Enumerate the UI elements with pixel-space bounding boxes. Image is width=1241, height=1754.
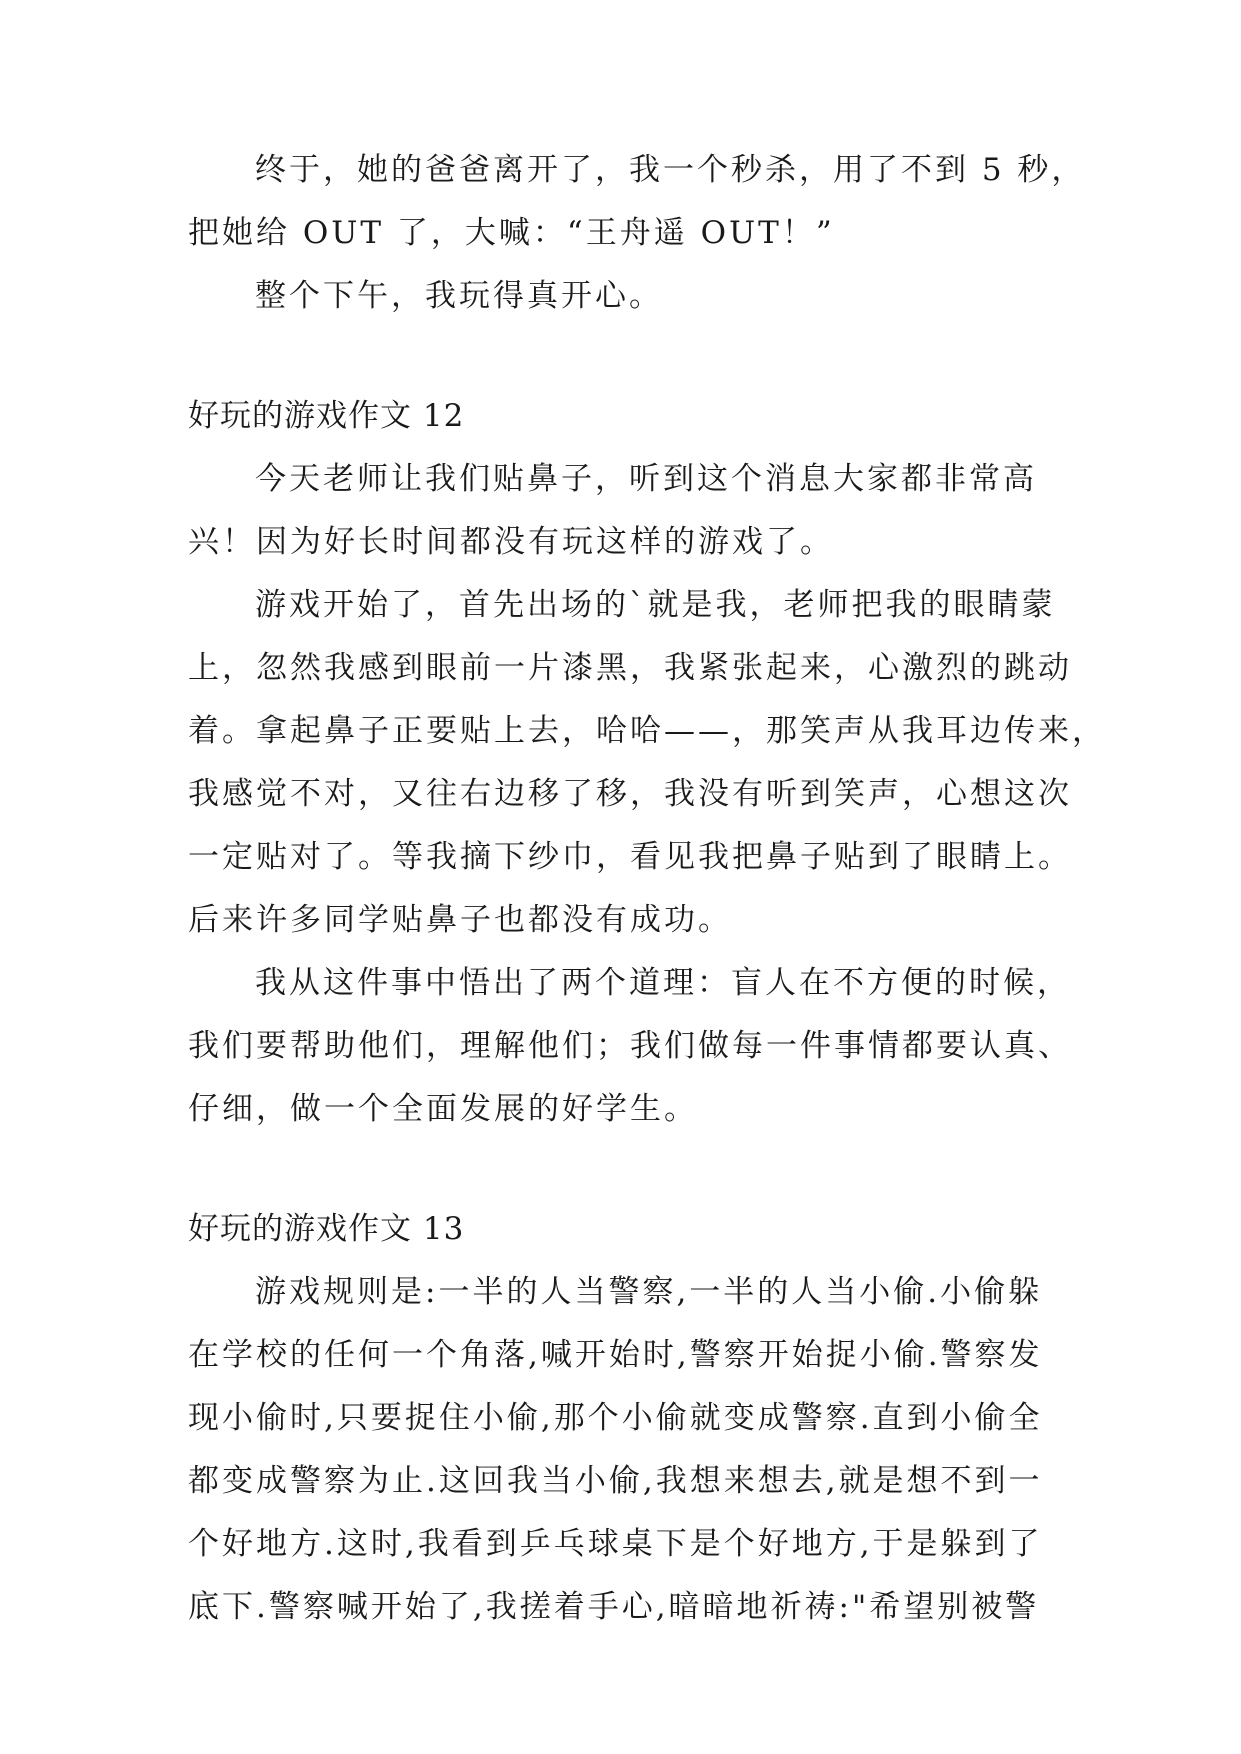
paragraph-line: 我们要帮助他们，理解他们；我们做每一件事情都要认真、 bbox=[188, 1028, 1072, 1064]
paragraph-line: 终于，她的爸爸离开了，我一个秒杀，用了不到 5 秒， bbox=[255, 152, 1086, 188]
paragraph-line: 个好地方.这时,我看到乒乓球桌下是个好地方,于是躲到了 bbox=[188, 1526, 1043, 1562]
paragraph-line: 兴！因为好长时间都没有玩这样的游戏了。 bbox=[188, 524, 834, 560]
paragraph-line: 游戏规则是:一半的人当警察,一半的人当小偷.小偷躲 bbox=[255, 1274, 1043, 1310]
paragraph-line: 都变成警察为止.这回我当小偷,我想来想去,就是想不到一 bbox=[188, 1463, 1043, 1499]
paragraph-line: 游戏开始了，首先出场的`就是我，老师把我的眼睛蒙 bbox=[255, 587, 1056, 623]
section-heading: 好玩的游戏作文 13 bbox=[188, 1211, 465, 1247]
paragraph-line: 着。拿起鼻子正要贴上去，哈哈——，那笑声从我耳边传来， bbox=[188, 713, 1106, 749]
paragraph-line: 我感觉不对，又往右边移了移，我没有听到笑声，心想这次 bbox=[188, 776, 1072, 812]
paragraph-line: 上，忽然我感到眼前一片漆黑，我紧张起来，心激烈的跳动 bbox=[188, 650, 1072, 686]
paragraph-line: 底下.警察喊开始了,我搓着手心,暗暗地祈祷:"希望别被警 bbox=[188, 1589, 1040, 1625]
paragraph-line: 一定贴对了。等我摘下纱巾，看见我把鼻子贴到了眼睛上。 bbox=[188, 839, 1072, 875]
paragraph-line: 把她给 OUT 了，大喊：“王舟遥 OUT！” bbox=[188, 215, 835, 251]
section-heading: 好玩的游戏作文 12 bbox=[188, 398, 465, 434]
paragraph-line: 后来许多同学贴鼻子也都没有成功。 bbox=[188, 902, 732, 938]
paragraph-line: 我从这件事中悟出了两个道理：盲人在不方便的时候， bbox=[255, 965, 1071, 1001]
paragraph-line: 今天老师让我们贴鼻子，听到这个消息大家都非常高 bbox=[255, 461, 1037, 497]
paragraph-line: 在学校的任何一个角落,喊开始时,警察开始捉小偷.警察发 bbox=[188, 1337, 1043, 1373]
paragraph-line: 仔细，做一个全面发展的好学生。 bbox=[188, 1091, 698, 1127]
paragraph-line: 现小偷时,只要捉住小偷,那个小偷就变成警察.直到小偷全 bbox=[188, 1400, 1043, 1436]
paragraph-line: 整个下午，我玩得真开心。 bbox=[255, 278, 663, 314]
